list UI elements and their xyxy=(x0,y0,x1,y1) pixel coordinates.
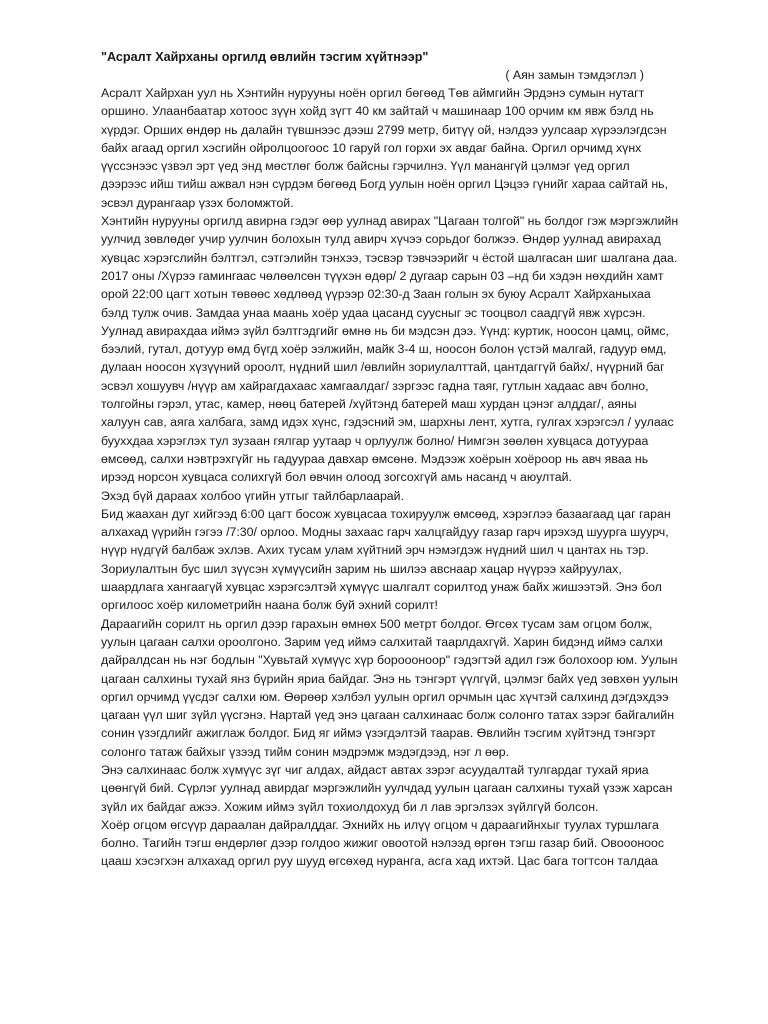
text-line: эсвэл хошуувч /нүүр ам хайрагдахаас хамгаалдаг/ зэргээс гадна таяг, гутлын хадаас авч болно, xyxy=(101,378,649,393)
text-line: зүйл их байдаг ажээ. Хожим иймэ зүйл тохиолдохуд би л лав эргэлзэх зүйлгүй болсон. xyxy=(101,799,599,814)
text-line: өмсөөд, салхи нэвтрэхгүйг нь гадуураа давхар өмсөнө. Мэдээж хоёрын хоёроор нь авч яваа нь xyxy=(101,451,649,466)
paragraph xyxy=(101,816,681,871)
document-title: "Асралт Хайрханы оргилд өвлийн тэсгим хүйтнээр" xyxy=(101,50,429,64)
text-line: цааш хэсэгхэн алхахад оргил руу шууд өгсөхөд нуранга, асга хад ихтэй. Цас бага тогтсон талдаа xyxy=(101,854,658,869)
text-line: үүссэнээс үзвэл эрт үед энд мөстлөг болж байсны гэрчилнэ. Үүл манангүй цэлмэг үед оргил xyxy=(101,159,630,174)
text-line: бэлд тулж очив. Замдаа унаа маань хоёр удаа цасанд суусныг эс тооцвол саадгүй явж хүрсэн. xyxy=(101,305,646,320)
text-line: оргил орчимд үүсдэг салхи юм. Өөрөөр хэлбэл уулын оргил орчмын цас хүчтэй салхинд дэгдэхдээ xyxy=(101,689,669,704)
text-line: дулаан ноосон хүзүүний ороолт, нүдний шил /өвлийн зориулалттай, цантдаггүй байх/, нүүрний баг xyxy=(101,360,665,375)
text-line: орой 22:00 цагт хотын төвөөс хөдлөөд үүрээр 02:30-д Заан голын эх буюу Асралт Хайрханыхаа xyxy=(101,287,651,302)
text-line: байх агаад оргил хэсгийн ойролцоогоос 10 гаруй гол горхи эх авдаг байна. Оргил орчимд хүнх xyxy=(101,140,642,155)
text-line: бээлий, гутал, дотуур өмд бүгд хоёр ээлжийн, майк 3-4 ш, ноосон болон үстэй малгай, гадуур өмд, xyxy=(101,342,667,357)
document-body xyxy=(101,48,681,871)
text-line: нүүр нүдгүй балбаж эхлэв. Ахих тусам улам хүйтний эрч нэмэгдэж нүдний шил ч цантах нь тэр. xyxy=(101,543,649,558)
text-line: уулчид зөвлөдөг учир уулчин болохын тулд авирч хүчээ сорьдог болжээ. Өндөр уулнад авирахад xyxy=(101,232,661,247)
text-line: Хэнтийн нурууны оргилд авирна гэдэг өөр уулнад авирах "Цагаан толгой" нь болдог гэж мэргэжлийн xyxy=(101,214,679,229)
paragraph xyxy=(101,505,681,615)
text-line: 2017 оны /Хүрээ гамингаас чөлөөлсөн түүхэн өдөр/ 2 дугаар сарын 03 –нд би хэдэн нөхдийн хамт xyxy=(101,268,664,283)
text-line: халуун сав, аяга халбага, замд идэх хүнс, гэдэсний эм, шархны лент, хутга, гулгах хэрэгсэл / уулаас xyxy=(101,415,674,430)
text-line: болно. Тагийн тэгш өндөрлөг дээр голдоо жижиг овоотой нэлээд өргөн тэгш газар бий. Овоооноос xyxy=(101,836,665,851)
text-line: толгойны гэрэл, утас, камер, нөөц батерей /хүйтэнд батерей маш хурдан цэнэг алддаг/, аяны xyxy=(101,397,637,412)
text-line: Зориулалтын бус шил зүүсэн хүмүүсийн зарим нь шилээ авснаар хацар нүүрээ хайруулах, xyxy=(101,561,622,576)
text-line: Хоёр огцом өгсүүр дараалан дайралддаг. Эхнийх нь илүү огцом ч дараагийнхыг туулах туршлага xyxy=(101,817,659,832)
text-line: шаардлага хангаагүй хувцас хэрэгсэлтэй хүмүүс шалгалт сорилтод унаж байх жишээтэй. Энэ бол xyxy=(101,580,662,595)
text-line: хүрдэг. Орших өндөр нь далайн түвшнээс дээш 2799 метр, битүү ой, нэлдээ уулсаар хүрээлэгдсэн xyxy=(101,122,667,137)
text-line: бууххдаа хэрэглэх тул зузаан гялгар уутаар ч орлуулж болно/ Нимгэн зөөлөн хувцаса дотуураа xyxy=(101,433,649,448)
text-line: дайралдсан нь нэг бодлын "Хувьтай хүмүүс хүр бороооноор" гэдэгтэй адил гэж болохоор юм. Уулын xyxy=(101,653,678,668)
text-line: хувцас хэрэгслийн бэлтгэл, сэтгэлийн тэнхээ, тэсвэр тэвчээрийг ч ёстой шалгасан шиг шалгана даа. xyxy=(101,250,678,265)
text-line: сонин үзэгдлийг ажиглаж болдог. Бид яг иймэ үзэгдэлтэй таарав. Өвлийн тэсгим хүйтэнд тэнгэрт xyxy=(101,726,656,741)
document-subtitle: ( Аян замын тэмдэглэл ) xyxy=(505,68,644,82)
text-line: дээрээс ийш тийш ажвал нэн сүрдэм бөгөөд Богд уулын ноён оргил Цэцээ гүнийг хараа сайтай нь, xyxy=(101,177,669,192)
text-line: цагаан үүл шиг зүйл үүсгэнэ. Нартай үед энэ цагаан салхинаас болж солонго татах зэрэг байгалийн xyxy=(101,708,675,723)
text-line: уулын цагаан салхи ороолгоно. Зарим үед иймэ салхитай таарлдахгүй. Харин бидэнд иймэ салхи xyxy=(101,634,663,649)
text-line: солонго татаж байхыг үзээд тийм сонин мэдрэмж мэдэгдээд, нэг л өөр. xyxy=(101,744,510,759)
text-line: ирээд норсон хувцаса солихгүй бол өвчин олоод зогсохгүй амь насанд ч аюултай. xyxy=(101,470,572,485)
paragraph xyxy=(101,615,681,761)
text-line: Энэ салхинаас болж хүмүүс зүг чиг алдах, айдаст автах зэрэг асуудалтай тулгардаг тухай яриа xyxy=(101,762,649,777)
text-line: Бид жаахан дуг хийгээд 6:00 цагт босож хувцасаа тохируулж өмсөөд, хэрэглээ базаагаад цаг гаран xyxy=(101,506,671,521)
paragraph xyxy=(101,761,681,816)
document-paragraphs xyxy=(101,84,681,871)
text-line: цагаан салхины тухай янз бүрийн яриа байдаг. Энэ нь тэнгэрт үүлгүй, цэлмэг байх үед зөвхөн уулын xyxy=(101,671,678,686)
text-line: цөөнгүй бий. Сүрлэг уулнад авирдаг мэргэжлийн уулчдад уулын цагаан салхины тухай үзэж харсан xyxy=(101,781,673,796)
text-line: Уулнад авирахдаа иймэ зүйл бэлтгэдгийг өмнө нь би мэдсэн дээ. Үүнд: куртик, ноосон цамц, оймс, xyxy=(101,323,669,338)
text-line: оршино. Улаанбаатар хотоос зүүн хойд зүгт 40 км зайтай ч машинаар 100 орчим км явж бэлд нь xyxy=(101,104,654,119)
text-line: Эхэд бүй дараах холбоо үгийн утгыг тайлбарлаарай. xyxy=(101,488,404,503)
text-line: оргилоос хоёр километрийн наана болж буй эхний сорилт! xyxy=(101,598,438,613)
text-line: Дараагийн сорилт нь оргил дээр гарахын өмнөх 500 метрт болдог. Өгсөх тусам зам огцом болж, xyxy=(101,616,653,631)
paragraph xyxy=(101,84,681,212)
text-line: эсвэл дурангаар үзэх боломжтой. xyxy=(101,195,294,210)
paragraph xyxy=(101,212,681,505)
text-line: алхахад үүрийн гэгээ /7:30/ орлоо. Модны захаас гарч халцгайдуу газар гарч ирэхэд шуурга шуурч, xyxy=(101,525,669,540)
text-line: Асралт Хайрхан уул нь Хэнтийн нурууны ноён оргил бөгөөд Төв аймгийн Эрдэнэ сумын нутагт xyxy=(101,86,645,100)
